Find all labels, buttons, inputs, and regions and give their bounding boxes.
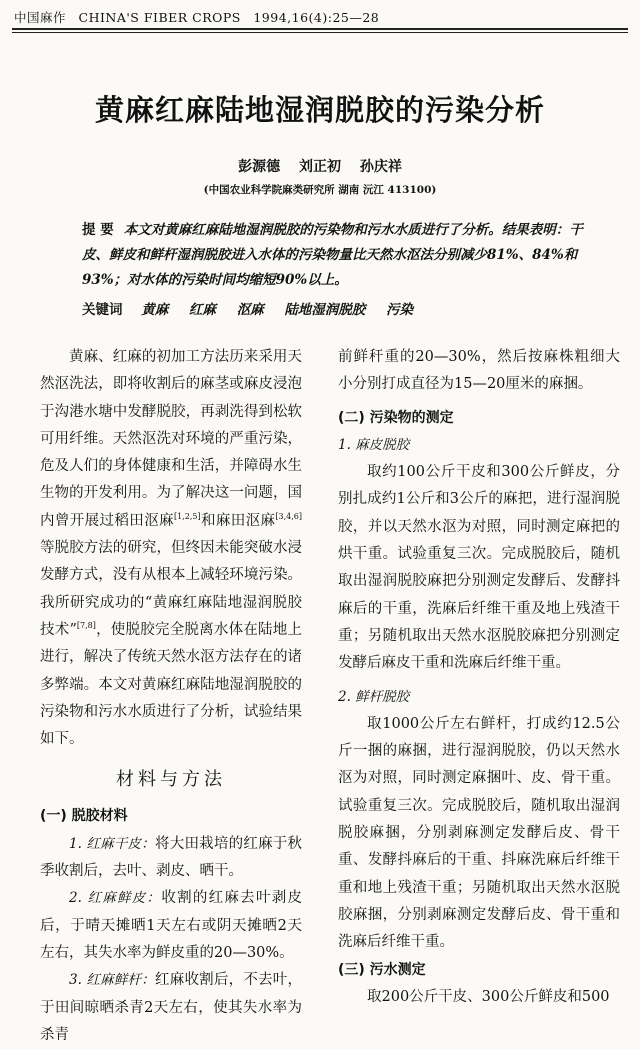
author: 彭源德 bbox=[238, 159, 281, 175]
section-heading: 材料与方法 bbox=[116, 769, 226, 791]
subsection-heading: (三) 污水测定 bbox=[338, 961, 426, 978]
item-text: 红麻收割后，不去叶，于田间晾晒杀青2天左右，使其失水率为杀青 bbox=[40, 972, 303, 1043]
abstract-text: 本文对黄麻红麻陆地湿润脱胶的污染物和污水水质进行了分析。结果表明：干皮、鲜皮和鲜杆湿润脱胶进入水体的污染物量比天然水沤法分别减少81%、84%和93%；对水体的污染时间均缩短90%以上。 bbox=[82, 222, 583, 288]
subsection-heading: (二) 污染物的测定 bbox=[338, 409, 454, 426]
intro-text: 黄麻、红麻的初加工方法历来采用天然沤洗法，即将收割后的麻茎或麻皮浸泡于沟港水塘中发酵脱胶，再剥洗得到松软可用纤维。天然沤洗对环境的严重污染，危及人们的身体健康和生活，并障碍水生生物的开发利用。为了解决这一问题，国内曾开展过稻田沤麻 bbox=[40, 349, 302, 529]
item-text: 将大田栽培的红麻于秋季收割后，去叶、剥皮、晒干。 bbox=[40, 835, 303, 880]
citation-ref: [3,4,6] bbox=[275, 511, 302, 521]
citation-ref: [1,2,5] bbox=[173, 511, 201, 521]
journal-name-cn: 中国麻作 bbox=[14, 10, 67, 25]
intro-text: ，使脱胶完全脱离水体在陆地上进行，解决了传统天然水沤方法存在的诸多弊端。本文对黄麻红麻陆地湿润脱胶的污染物和污水水质进行了分析，试验结果如下。 bbox=[40, 621, 303, 748]
item-label: 1. 红麻干皮： bbox=[69, 835, 156, 852]
sub-subsection-heading: 2. 鲜杆脱胶 bbox=[338, 688, 410, 705]
method-paragraph: 取1000公斤左右鲜杆，打成约12.5公斤一捆的麻捆，进行湿润脱胶，仍以天然水沤为对照，同时测定麻捆叶、皮、骨干重。试验重复三次。完成脱胶后，随机取出湿润脱胶麻捆，分别剥麻测定发酵后皮、骨干重、发酵抖麻后的干重、抖麻洗麻后纤维干重和地上残渣干重；另随机取出天然水沤脱胶麻捆，分别剥麻测定发酵后皮、骨干重和洗麻后纤维干重。 bbox=[338, 715, 620, 951]
paper-title: 黄麻红麻陆地湿润脱胶的污染分析 bbox=[94, 93, 545, 127]
keyword: 沤麻 bbox=[236, 302, 264, 318]
abstract bbox=[82, 218, 592, 293]
right-column bbox=[338, 344, 620, 1011]
subsection-heading: (一) 脱胶材料 bbox=[40, 808, 128, 825]
keywords-label: 关键词 bbox=[82, 302, 123, 318]
keywords bbox=[82, 298, 592, 318]
item-text: 收割的红麻去叶剥皮后，于晴天摊晒1天左右或阴天摊晒2天左右，其失水率为鲜皮重的20—30%。 bbox=[40, 890, 302, 961]
keyword: 陆地湿润脱胶 bbox=[284, 302, 366, 318]
author: 刘正初 bbox=[299, 159, 341, 175]
header-rule bbox=[12, 28, 628, 30]
item-label: 3. 红麻鲜杆： bbox=[69, 972, 156, 989]
intro-paragraph bbox=[40, 344, 302, 753]
keyword: 红麻 bbox=[188, 302, 216, 318]
header-rule-thin bbox=[12, 32, 628, 33]
citation-ref: [7,8] bbox=[76, 621, 96, 631]
item-label: 2. 红麻鲜皮： bbox=[69, 890, 162, 907]
keyword: 黄麻 bbox=[141, 302, 169, 318]
citation: 1994,16(4):25—28 bbox=[253, 10, 380, 25]
author-list bbox=[0, 156, 640, 176]
keyword: 污染 bbox=[386, 302, 414, 318]
author: 孙庆祥 bbox=[359, 159, 402, 175]
intro-text: 和麻田沤麻 bbox=[200, 512, 276, 529]
item-paragraph bbox=[40, 831, 302, 886]
abstract-label: 提 要 bbox=[82, 222, 114, 238]
item-paragraph bbox=[40, 885, 302, 967]
intro-text: 等脱胶方法的研究，但终因未能突破水浸发酵方式，没有从根本上减轻环境污染。我所研究成功的“黄麻红麻陆地湿润脱胶技术” bbox=[40, 540, 302, 638]
sub-subsection-heading: 1. 麻皮脱胶 bbox=[338, 436, 410, 453]
method-paragraph: 取200公斤干皮、300公斤鲜皮和500 bbox=[367, 988, 610, 1005]
left-column bbox=[40, 344, 302, 1049]
journal-name-en: CHINA'S FIBER CROPS bbox=[78, 10, 241, 25]
method-paragraph: 取约100公斤干皮和300公斤鲜皮，分别扎成约1公斤和3公斤的麻把，进行湿润脱胶，并以天然水沤为对照，同时测定麻把的烘干重。试验重复三次。完成脱胶后，随机取出湿润脱胶麻把分别测定发酵后、发酵抖麻后的干重，洗麻后纤维干重及地上残渣干重；另随机取出天然水沤脱胶麻把分别测定发酵后麻皮干重和洗麻后纤维干重。 bbox=[338, 464, 620, 672]
continued-paragraph: 前鲜秆重的20—30%，然后按麻株粗细大小分别打成直径为15—20厘米的麻捆。 bbox=[338, 349, 620, 393]
affiliation: (中国农业科学院麻类研究所 湖南 沅江 413100) bbox=[203, 184, 437, 196]
item-paragraph bbox=[40, 967, 302, 1049]
running-header bbox=[14, 8, 626, 26]
